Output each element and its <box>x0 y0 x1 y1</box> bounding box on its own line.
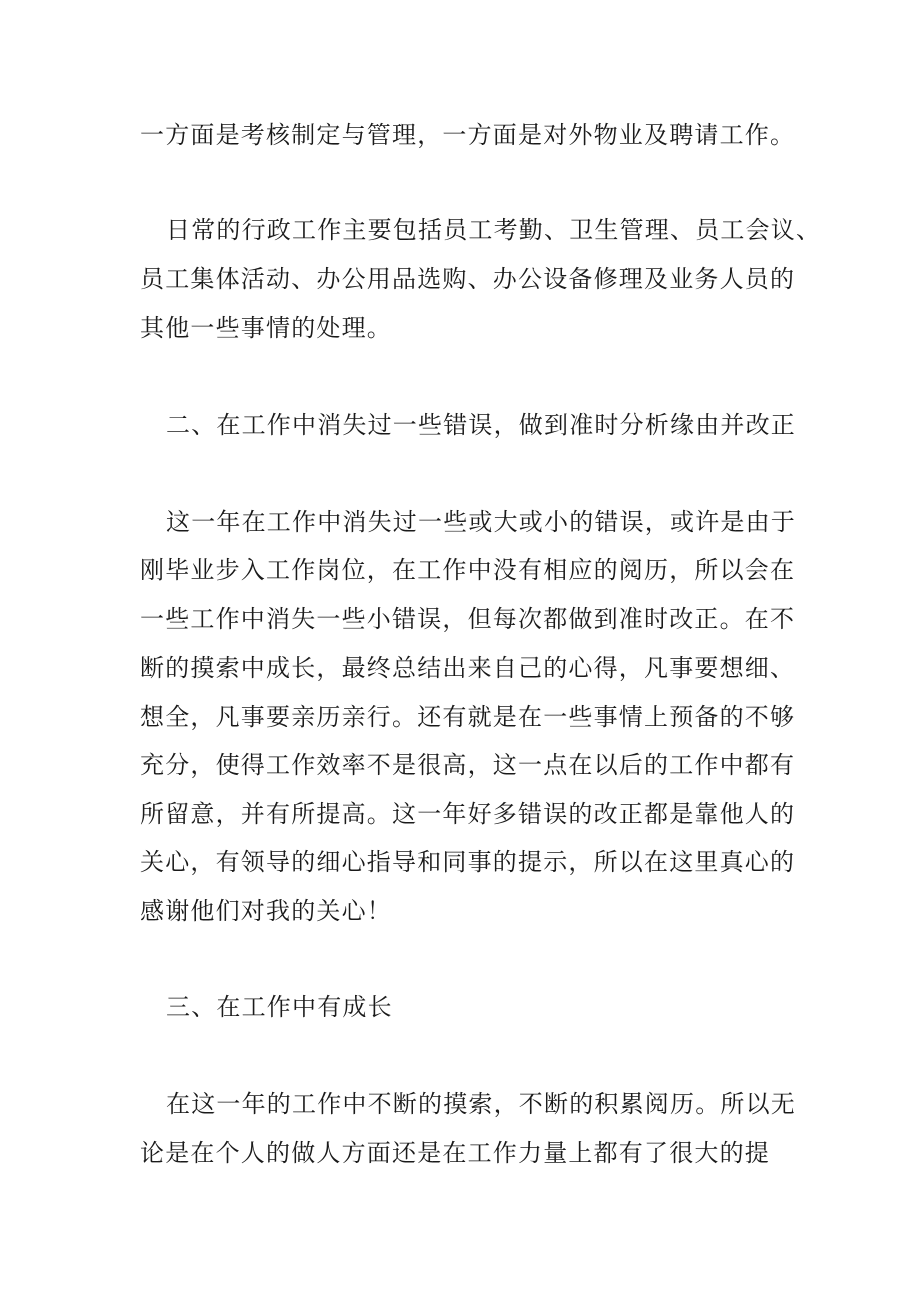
section-heading: 三、在工作中有成长 <box>166 993 393 1021</box>
paragraph-line: 关心，有领导的细心指导和同事的提示，所以在这里真心的 <box>140 848 796 876</box>
paragraph-line: 充分，使得工作效率不是很高，这一点在以后的工作中都有 <box>140 751 796 779</box>
paragraph-line: 这一年在工作中消失过一些或大或小的错误，或许是由于 <box>166 508 796 536</box>
paragraph-line: 刚毕业步入工作岗位，在工作中没有相应的阅历，所以会在 <box>140 556 796 584</box>
paragraph-line: 其他一些事情的处理。 <box>140 314 392 342</box>
paragraph-line: 在这一年的工作中不断的摸索，不断的积累阅历。所以无 <box>166 1090 796 1118</box>
paragraph-line: 感谢他们对我的关心！ <box>140 897 392 925</box>
paragraph-line: 日常的行政工作主要包括员工考勤、卫生管理、员工会议、 <box>166 216 822 244</box>
paragraph-line: 员工集体活动、办公用品选购、办公设备修理及业务人员的 <box>140 265 796 293</box>
paragraph-line: 一方面是考核制定与管理，一方面是对外物业及聘请工作。 <box>140 121 796 149</box>
paragraph-line: 论是在个人的做人方面还是在工作力量上都有了很大的提 <box>140 1139 770 1167</box>
paragraph-line: 一些工作中消失一些小错误，但每次都做到准时改正。在不 <box>140 605 796 633</box>
section-heading: 二、在工作中消失过一些错误，做到准时分析缘由并改正 <box>166 411 796 439</box>
paragraph-line: 断的摸索中成长，最终总结出来自己的心得，凡事要想细、 <box>140 654 796 682</box>
paragraph-line: 想全，凡事要亲历亲行。还有就是在一些事情上预备的不够 <box>140 703 796 731</box>
paragraph-line: 所留意，并有所提高。这一年好多错误的改正都是靠他人的 <box>140 800 796 828</box>
